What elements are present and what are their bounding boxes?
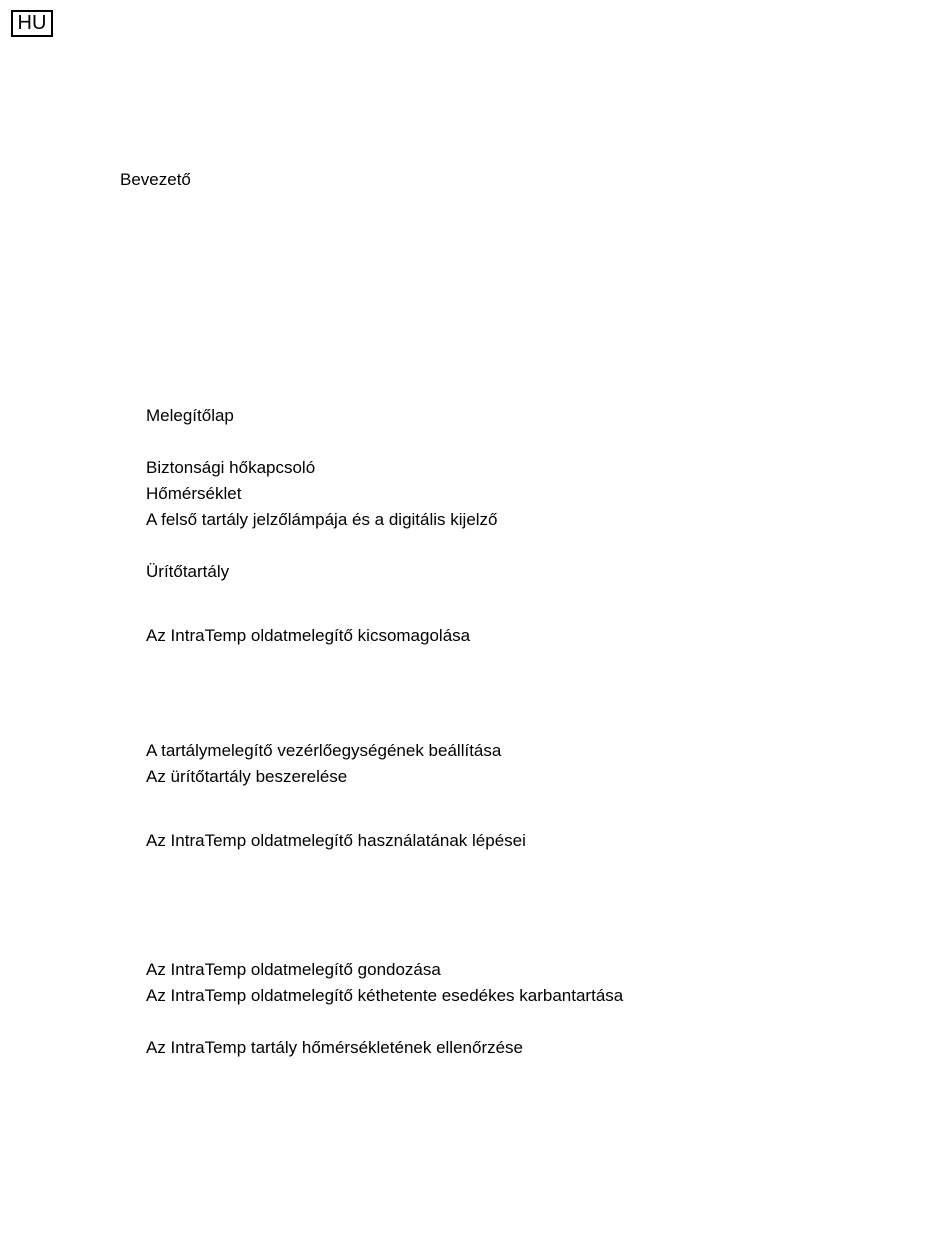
toc-item: Az IntraTemp oldatmelegítő használatának lépései <box>146 831 526 850</box>
toc-item: Hőmérséklet <box>146 484 242 503</box>
toc-item: A felső tartály jelzőlámpája és a digitális kijelző <box>146 510 498 529</box>
toc-item: Ürítőtartály <box>146 562 230 581</box>
toc-item: Az IntraTemp oldatmelegítő kicsomagolása <box>146 626 471 645</box>
toc-item: Az ürítőtartály beszerelése <box>146 767 348 786</box>
toc-item: Melegítőlap <box>146 406 234 425</box>
language-badge: HU <box>11 10 53 37</box>
toc-item: A tartálymelegítő vezérlőegységének beállítása <box>146 741 502 760</box>
section-title: Bevezető <box>120 170 191 189</box>
toc-item: Az IntraTemp tartály hőmérsékletének ellenőrzése <box>146 1038 524 1057</box>
toc-item: Biztonsági hőkapcsoló <box>146 458 316 477</box>
toc-item: Az IntraTemp oldatmelegítő kéthetente esedékes karbantartása <box>146 986 624 1005</box>
toc-item: Az IntraTemp oldatmelegítő gondozása <box>146 960 441 979</box>
